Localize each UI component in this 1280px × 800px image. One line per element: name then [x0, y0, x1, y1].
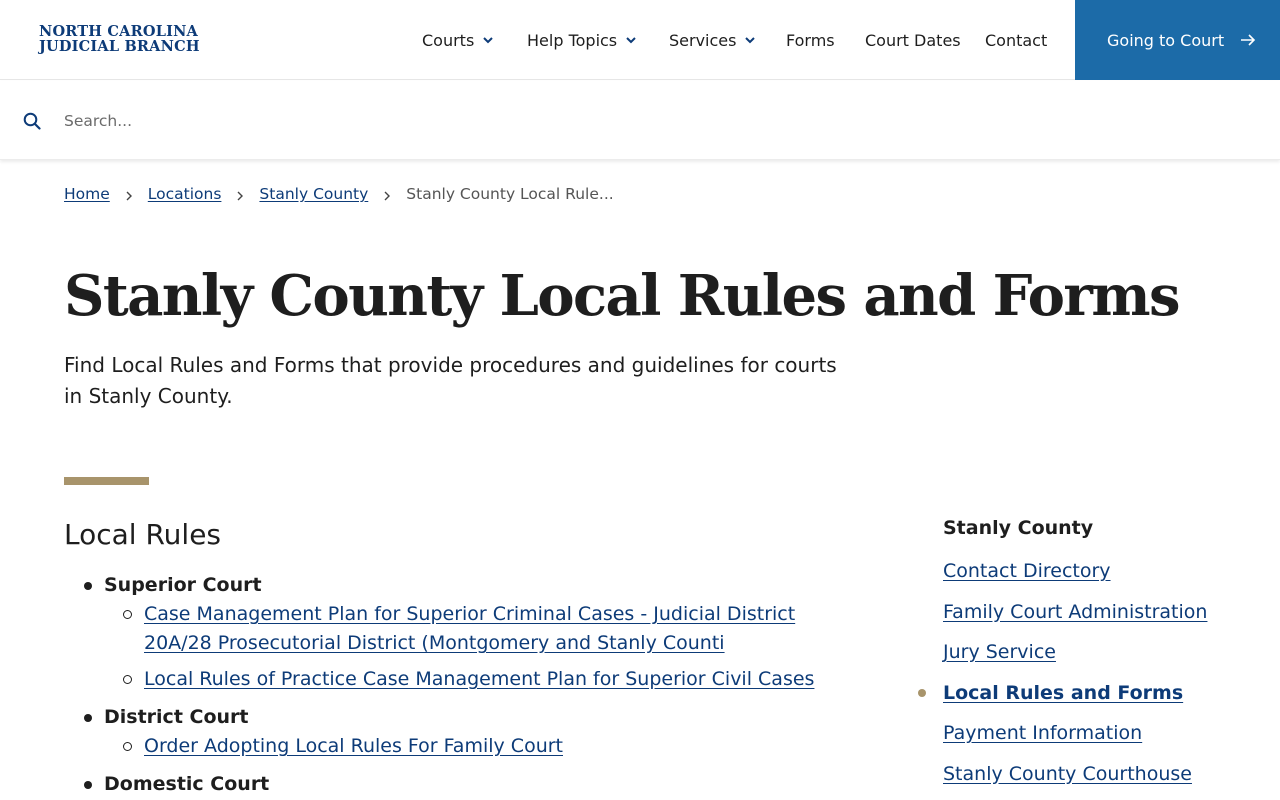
court-group-superior — [64, 572, 864, 694]
sidebar-item-payment-information — [943, 721, 1263, 745]
list-item — [104, 732, 864, 761]
chevron-right-icon — [236, 188, 244, 200]
nav-contact-label: Contact — [985, 30, 1048, 50]
breadcrumb-current: Stanly County Local Rule... — [406, 185, 614, 203]
bullet — [84, 781, 92, 789]
breadcrumb-home[interactable]: Home — [64, 185, 110, 203]
list-item — [104, 665, 864, 694]
doc-list — [104, 732, 864, 761]
accent-divider — [64, 477, 149, 485]
sidebar-item-jury-service — [943, 640, 1263, 664]
court-name: Domestic Court — [104, 773, 270, 795]
search-input[interactable] — [52, 103, 1252, 139]
sidebar-item-local-rules-and-forms — [943, 681, 1263, 705]
breadcrumb-stanly-county[interactable]: Stanly County — [259, 185, 369, 203]
chevron-right-icon — [125, 188, 133, 200]
sidebar-link[interactable]: Stanly County Courthouse — [943, 762, 1192, 785]
breadcrumb — [64, 183, 614, 205]
sidebar-nav — [943, 514, 1263, 800]
search-icon[interactable] — [23, 112, 41, 130]
logo-line-1: NORTH CAROLINA — [39, 23, 198, 40]
nav-help-topics[interactable] — [527, 29, 639, 51]
nav-courts[interactable] — [422, 29, 496, 51]
nav-services-label: Services — [669, 30, 737, 50]
doc-link[interactable]: Local Rules of Practice Case Management Plan for Superior Civil Cases — [144, 668, 815, 690]
court-name: District Court — [104, 706, 249, 728]
arrow-right-icon — [1240, 32, 1256, 48]
nav-court-dates-label: Court Dates — [865, 30, 961, 50]
nav-services[interactable] — [669, 29, 758, 51]
bullet — [123, 610, 132, 619]
bullet — [123, 675, 132, 684]
bullet — [84, 582, 92, 590]
list-item — [104, 600, 864, 658]
sidebar-link[interactable]: Family Court Administration — [943, 600, 1208, 623]
doc-link[interactable]: Case Management Plan for Superior Criminal Cases - Judicial District 20A/28 Prosecutorial District (Montgomery and Stanly Counti — [144, 603, 796, 654]
local-rules-heading: Local Rules — [64, 518, 222, 551]
court-name: Superior Court — [104, 574, 262, 596]
nav-forms-label: Forms — [786, 30, 835, 50]
sidebar-link[interactable]: Local Rules and Forms — [943, 681, 1184, 704]
bullet — [84, 714, 92, 722]
going-to-court-label: Going to Court — [1107, 30, 1225, 50]
sidebar-item-family-court-administration — [943, 600, 1263, 624]
chevron-down-icon — [623, 32, 639, 48]
chevron-down-icon — [742, 32, 758, 48]
site-header — [0, 0, 1280, 80]
sidebar-link[interactable]: Jury Service — [943, 641, 1056, 663]
nav-contact[interactable] — [985, 29, 1047, 51]
nav-court-dates[interactable] — [865, 29, 961, 51]
doc-list — [104, 600, 864, 694]
doc-link[interactable]: Order Adopting Local Rules For Family Court — [144, 735, 563, 757]
sidebar-item-stanly-county-courthouse — [943, 762, 1263, 786]
court-group-domestic — [64, 771, 864, 797]
court-group-district — [64, 704, 864, 761]
bullet — [123, 742, 132, 751]
site-logo[interactable] — [39, 24, 200, 54]
search-bar — [0, 81, 1280, 160]
sidebar-item-contact-directory — [943, 559, 1263, 583]
nav-forms[interactable] — [786, 29, 835, 51]
page-intro: Find Local Rules and Forms that provide procedures and guidelines for courts in Stanly County. — [64, 353, 837, 408]
local-rules-list — [64, 572, 864, 800]
page-title: Stanly County Local Rules and Forms — [64, 263, 1179, 329]
nav-courts-label: Courts — [422, 30, 475, 50]
sidebar-link[interactable]: Contact Directory — [943, 560, 1111, 582]
sidebar-title: Stanly County — [943, 517, 1094, 539]
nav-help-topics-label: Help Topics — [527, 30, 618, 50]
logo-line-2: JUDICIAL BRANCH — [39, 38, 200, 55]
active-indicator — [918, 689, 926, 697]
chevron-right-icon — [383, 188, 391, 200]
breadcrumb-locations[interactable]: Locations — [147, 185, 222, 203]
sidebar-link[interactable]: Payment Information — [943, 722, 1143, 744]
chevron-down-icon — [480, 32, 496, 48]
going-to-court-button[interactable] — [1075, 0, 1280, 80]
